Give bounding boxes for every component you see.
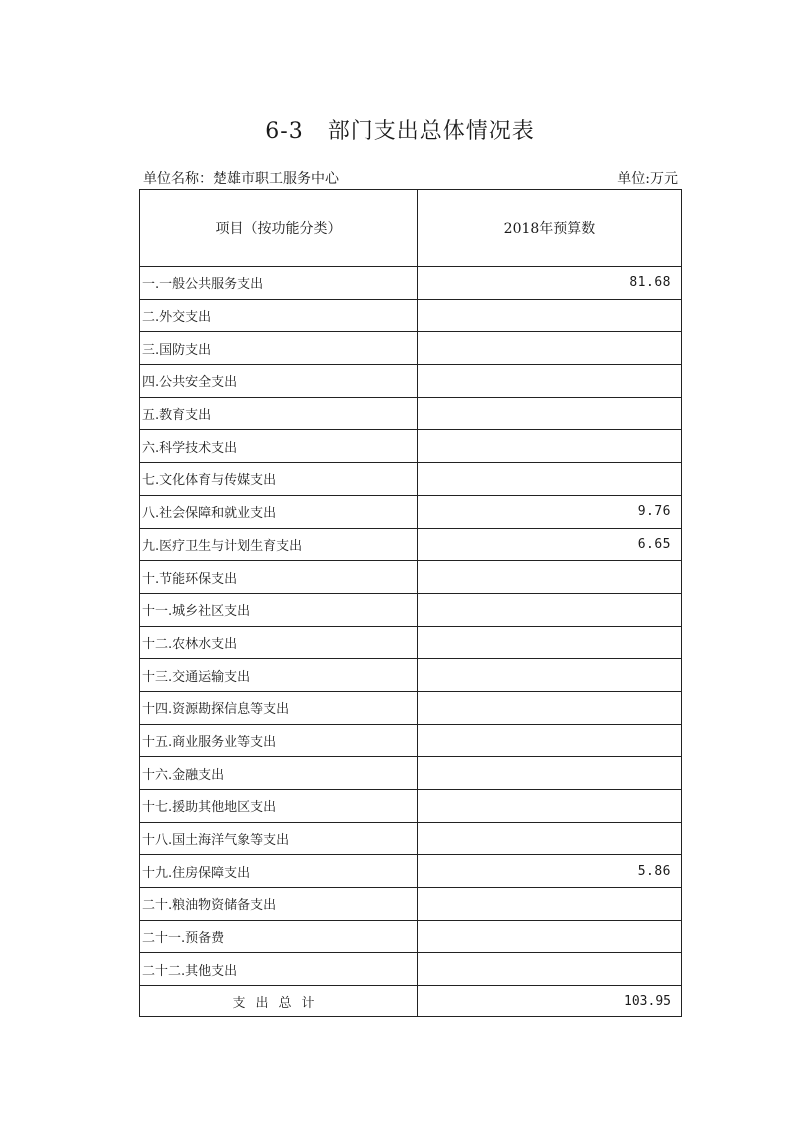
table-row (140, 888, 682, 921)
row-value (418, 724, 682, 757)
row-value (418, 822, 682, 855)
total-row (140, 986, 682, 1017)
table-row (140, 528, 682, 561)
row-item-label: 七.文化体育与传媒支出 (140, 463, 418, 496)
unit-label: 单位:万元 (617, 171, 678, 187)
table-row (140, 691, 682, 724)
row-value (418, 397, 682, 430)
row-item-label: 十一.城乡社区支出 (140, 593, 418, 626)
row-value (418, 888, 682, 921)
row-item-label: 十三.交通运输支出 (140, 659, 418, 692)
row-value (418, 299, 682, 332)
table-row (140, 593, 682, 626)
table-row (140, 953, 682, 986)
row-item-label: 十八.国土海洋气象等支出 (140, 822, 418, 855)
row-value (418, 430, 682, 463)
row-value (418, 920, 682, 953)
row-value (418, 790, 682, 823)
table-row (140, 757, 682, 790)
table-row (140, 626, 682, 659)
row-item-label: 十五.商业服务业等支出 (140, 724, 418, 757)
row-item-label: 一.一般公共服务支出 (140, 267, 418, 300)
unit-name-label: 单位名称：楚雄市职工服务中心 (143, 171, 339, 187)
total-label: 支出总计 (140, 986, 418, 1017)
document-meta (140, 168, 680, 190)
page-title: 6-3 部门支出总体情况表 (265, 119, 535, 144)
row-item-label: 十二.农林水支出 (140, 626, 418, 659)
row-item-label: 十七.援助其他地区支出 (140, 790, 418, 823)
row-item-label: 十六.金融支出 (140, 757, 418, 790)
row-value (418, 659, 682, 692)
row-item-label: 五.教育支出 (140, 397, 418, 430)
row-value (418, 593, 682, 626)
row-item-label: 二十二.其他支出 (140, 953, 418, 986)
table-row (140, 463, 682, 496)
row-value (418, 463, 682, 496)
table-row (140, 495, 682, 528)
table-row (140, 920, 682, 953)
table-row (140, 332, 682, 365)
expenditure-table (139, 189, 682, 1017)
row-item-label: 九.医疗卫生与计划生育支出 (140, 528, 418, 561)
row-value (418, 757, 682, 790)
row-item-label: 八.社会保障和就业支出 (140, 495, 418, 528)
table-body (140, 267, 682, 986)
table-row (140, 299, 682, 332)
table-row (140, 561, 682, 594)
table-row (140, 267, 682, 300)
row-value (418, 365, 682, 398)
table-row (140, 659, 682, 692)
row-value (418, 561, 682, 594)
table-row (140, 855, 682, 888)
row-value: 6.65 (418, 528, 682, 561)
table-row (140, 365, 682, 398)
row-item-label: 三.国防支出 (140, 332, 418, 365)
row-item-label: 二.外交支出 (140, 299, 418, 332)
table-row (140, 790, 682, 823)
row-item-label: 二十一.预备费 (140, 920, 418, 953)
row-item-label: 十四.资源勘探信息等支出 (140, 691, 418, 724)
table-row (140, 724, 682, 757)
row-item-label: 十.节能环保支出 (140, 561, 418, 594)
table-row (140, 397, 682, 430)
header-item: 项目（按功能分类） (140, 190, 418, 267)
row-value (418, 953, 682, 986)
row-item-label: 四.公共安全支出 (140, 365, 418, 398)
row-value (418, 626, 682, 659)
row-value (418, 691, 682, 724)
table-header-row (140, 190, 682, 267)
table-row (140, 430, 682, 463)
total-value: 103.95 (418, 986, 682, 1017)
table-row (140, 822, 682, 855)
row-item-label: 六.科学技术支出 (140, 430, 418, 463)
row-value: 5.86 (418, 855, 682, 888)
row-value: 9.76 (418, 495, 682, 528)
row-value (418, 332, 682, 365)
row-item-label: 十九.住房保障支出 (140, 855, 418, 888)
row-value: 81.68 (418, 267, 682, 300)
row-item-label: 二十.粮油物资储备支出 (140, 888, 418, 921)
header-value: 2018年预算数 (418, 190, 682, 267)
